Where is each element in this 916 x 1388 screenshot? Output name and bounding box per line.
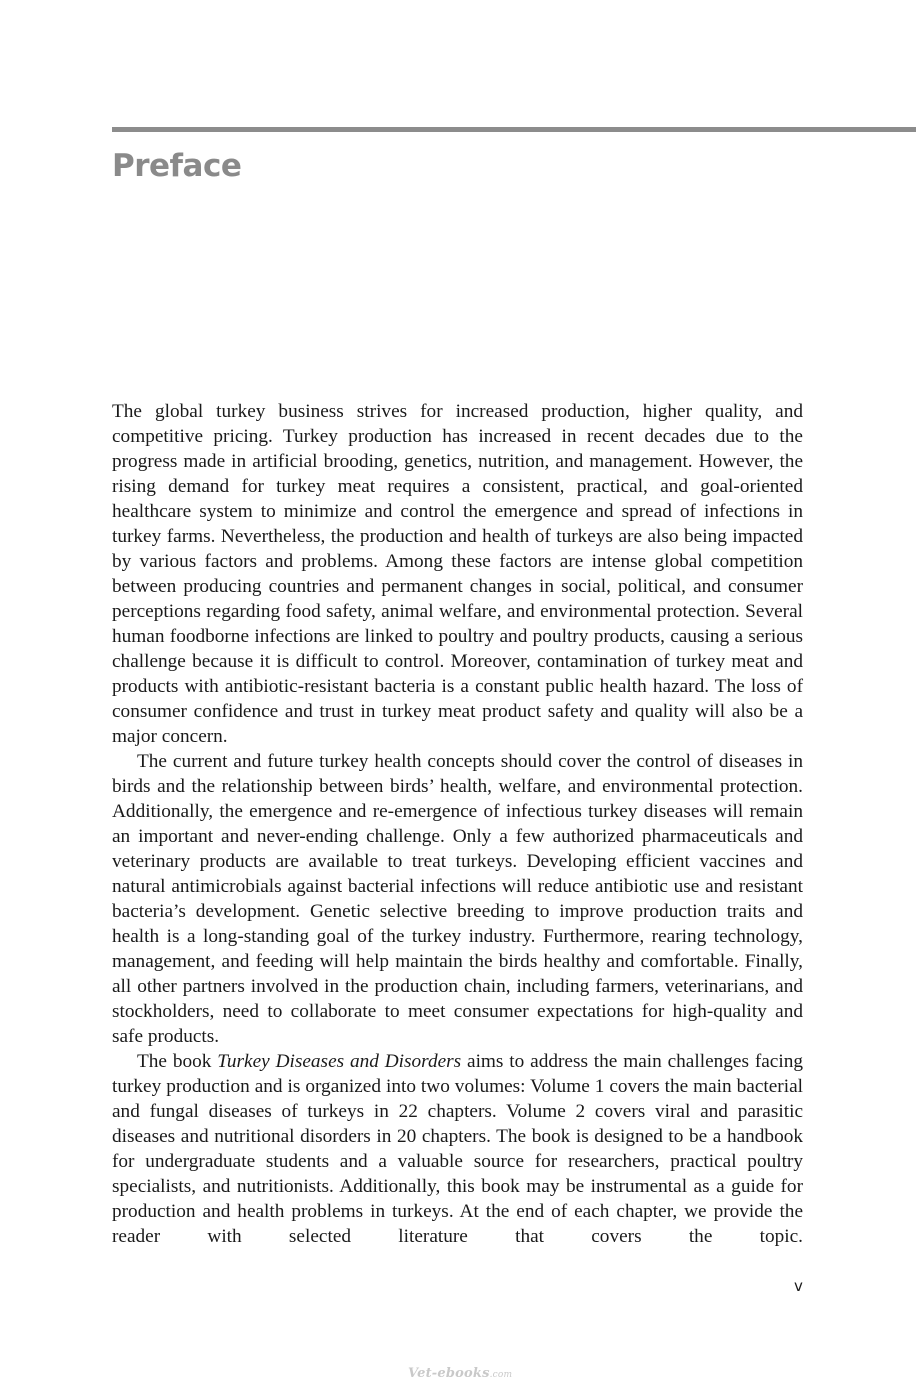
page-title: Preface [112,148,242,184]
paragraph-3-rest: aims to address the main challenges facing turkey production and is organized into two volumes: Volume 1 covers the main bacterial and fungal diseases of turkeys in 22 chapters. Volume 2 covers viral and parasitic diseases and nutritional disorders in 20 chapters. The book is designed to be a handbook for undergraduate students and a valuable source for researchers, practical poultry specialists, and nutritionists. Additionally, this book may be instrumental as a guide for production and health problems in turkeys. At the end of each chapter, we provide the reader with selected literature that covers the topic. [112,1051,804,1247]
page-number: v [794,1277,803,1295]
body-text [112,399,803,1249]
paragraph-1: The global turkey business strives for increased production, higher quality, and competitive pricing. Turkey production has increased in recent decades due to the progress made in artificial brooding, genetics, nutrition, and management. However, the rising demand for turkey meat requires a consistent, practical, and goal-oriented healthcare system to minimize and control the emergence and spread of infections in turkey farms. Nevertheless, the production and health of turkeys are also being impacted by various factors and problems. Among these factors are intense global competition between producing countries and permanent changes in social, political, and consumer perceptions regarding food safety, animal welfare, and environmental protection. Several human foodborne infections are linked to poultry and poultry products, causing a serious challenge because it is difficult to control. Moreover, contamination of turkey meat and products with antibiotic-resistant bacteria is a constant public health hazard. The loss of consumer confidence and trust in turkey meat product safety and quality will also be a major concern. [112,401,803,747]
watermark-logo [408,1366,512,1381]
paragraph-2: The current and future turkey health concepts should cover the control of diseases in birds and the relationship between birds’ health, welfare, and environmental protection. Additionally, the emergence and re-emergence of infectious turkey diseases will remain an important and never-ending challenge. Only a few authorized pharmaceuticals and veterinary products are available to treat turkeys. Developing efficient vaccines and natural antimicrobials against bacterial infections will reduce antibiotic use and resistant bacteria’s development. Genetic selective breeding to improve production traits and health is a long-standing goal of the turkey industry. Furthermore, rearing technology, management, and feeding will help maintain the birds healthy and comfortable. Finally, all other partners involved in the production chain, including farmers, veterinarians, and stockholders, need to collaborate to meet consumer expectations for high-quality and safe products. [112,751,803,1047]
book-title: Turkey Diseases and Disorders [217,1051,462,1072]
watermark-suffix: .com [489,1370,513,1380]
paragraph-3-start: The book [137,1051,218,1072]
paragraph-3 [112,1049,803,1249]
watermark-main: Vet-ebooks [408,1366,490,1381]
header-rule [112,127,916,132]
